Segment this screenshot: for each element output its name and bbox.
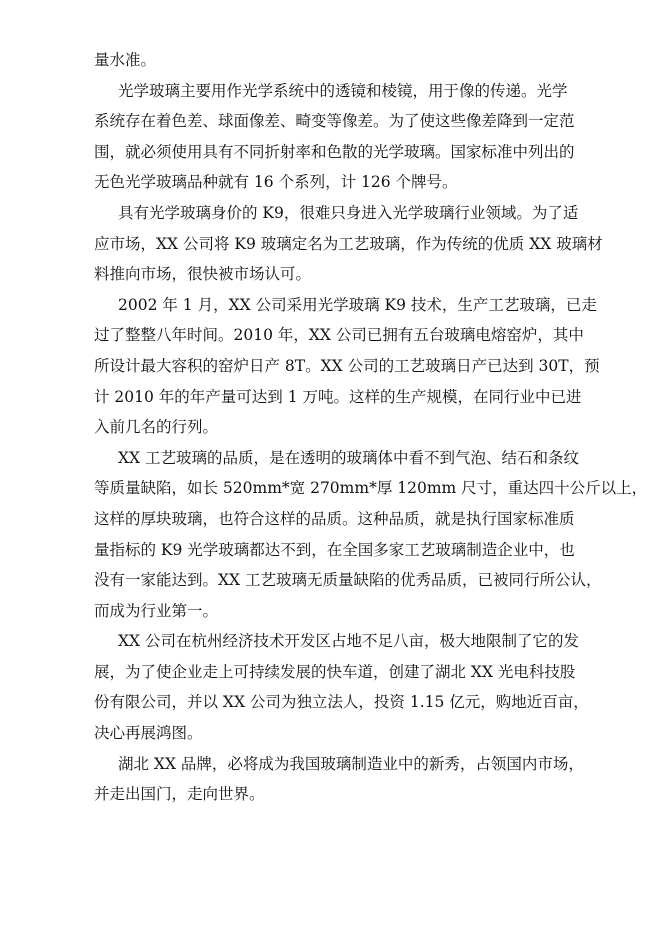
text-line: 围，就必须使用具有不同折射率和色散的光学玻璃。国家标准中列出的 xyxy=(94,142,575,161)
paragraph-history xyxy=(94,290,600,443)
paragraph-quality xyxy=(94,443,648,627)
paragraph-continuation xyxy=(94,45,574,76)
text-line: 所设计最大容积的窑炉日产 8T。XX 公司的工艺玻璃日产已达到 30T，预 xyxy=(94,356,600,375)
text-line: 具有光学玻璃身价的 K9，很难只身进入光学玻璃行业领域。为了适 xyxy=(118,203,579,222)
text-line: 过了整整八年时间。2010 年，XX 公司已拥有五台玻璃电熔窑炉，其中 xyxy=(94,326,584,345)
text-line: 应市场，XX 公司将 K9 玻璃定名为工艺玻璃，作为传统的优质 XX 玻璃材 xyxy=(94,234,603,253)
text-line: 展，为了使企业走上可持续发展的快车道，创建了湖北 XX 光电科技股 xyxy=(94,662,576,681)
text-line: 入前几名的行列。 xyxy=(94,418,219,437)
text-line: 系统存在着色差、球面像差、畸变等像差。为了使这些像差降到一定范 xyxy=(94,112,575,131)
paragraph-optical-glass-use xyxy=(94,76,574,198)
text-line: XX 工艺玻璃的品质，是在透明的玻璃体中看不到气泡、结石和条纹 xyxy=(118,448,579,467)
document-body xyxy=(94,45,648,810)
text-line: 等质量缺陷，如长 520mm*宽 270mm*厚 120mm 尺寸，重达四十公斤以上， xyxy=(94,479,648,498)
paragraph-expansion xyxy=(94,626,589,748)
text-line: 无色光学玻璃品种就有 16 个系列，计 126 个牌号。 xyxy=(94,173,458,192)
text-line: 没有一家能达到。XX 工艺玻璃无质量缺陷的优秀品质，已被同行所公认， xyxy=(94,571,602,590)
text-line: 光学玻璃主要用作光学系统中的透镜和棱镜，用于像的传递。光学 xyxy=(118,81,568,100)
paragraph-k9-market xyxy=(94,198,603,290)
text-line: XX 公司在杭州经济技术开发区占地不足八亩，极大地限制了它的发 xyxy=(118,632,579,651)
text-line: 量水准。 xyxy=(94,51,157,69)
text-line: 湖北 XX 品牌，必将成为我国玻璃制造业中的新秀，占领国内市场， xyxy=(118,754,584,773)
text-line: 2002 年 1 月，XX 公司采用光学玻璃 K9 技术，生产工艺玻璃，已走 xyxy=(118,295,597,314)
text-line: 这样的厚块玻璃，也符合这样的品质。这种品质，就是执行国家标准质 xyxy=(94,509,575,528)
text-line: 份有限公司，并以 XX 公司为独立法人，投资 1.15 亿元，购地近百亩， xyxy=(94,693,589,712)
text-line: 量指标的 K9 光学玻璃都达不到，在全国多家工艺玻璃制造企业中，也 xyxy=(94,540,575,559)
paragraph-brand-vision xyxy=(94,749,584,810)
text-line: 料推向市场，很快被市场认可。 xyxy=(94,265,312,284)
text-line: 并走出国门，走向世界。 xyxy=(94,785,265,804)
text-line: 而成为行业第一。 xyxy=(94,601,219,620)
text-line: 计 2010 年的年产量可达到 1 万吨。这样的生产规模，在同行业中已进 xyxy=(94,387,582,406)
text-line: 决心再展鸿图。 xyxy=(94,724,203,743)
